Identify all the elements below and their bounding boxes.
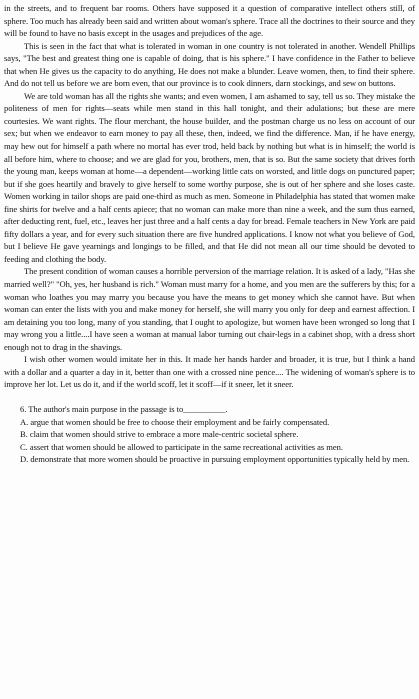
answer-option-a[interactable]: [4, 416, 415, 429]
option-text: argue that women should be free to choose their employment and be fairly compensated.: [30, 416, 330, 427]
passage-paragraph-3: We are told woman has all the rights she wants; and even women, I am ashamed to say, tell us so. They mistake the politeness of men for rights—seats while men stand in this hall tonight, and their adulations; but these are mere courtesies. We want rights. The flour merchant, the house builder, and the postman charge us no less on account of our sex; but when we endeavor to earn money to pay all these, then, indeed, we find the difference. Man, if he have energy, may hew out for himself a path where no mortal has ever trod, held back by nothing but what is in himself; the world is all before him, where to choose; and we are glad for you, brothers, men, that is so. But the same society that drives forth the young man, keeps woman at home—a dependent—working little cats on worsted, and little dogs on punctured paper; but if she goes heartily and bravely to give herself to some worthy purpose, she is out of her sphere and she loses caste. Women working in tailor shops are paid one-third as much as men. Someone in Philadelphia has stated that women make fine shirts for twelve and a half cents apiece; that no woman can make more than nine a week, and the sum thus earned, after deducting rent, fuel, etc., leaves her just three and a half cents a day for bread. Female teachers in New York are paid fifty dollars a year, and for every such situation there are five hundred applications. I know not what you believe of God, but I believe He gave yearnings and longings to be filled, and that He did not mean all our time should be devoted to feeding and clothing the body.: [4, 90, 415, 264]
option-letter: C.: [20, 441, 28, 452]
option-letter: A.: [20, 416, 29, 427]
passage-paragraph-5: I wish other women would imitate her in this. It made her hands harder and broader, it is true, but I think a hand with a dollar and a quarter a day in it, better than one with a crossed nine pence.... The widening of woman's sphere is to improve her lot. Let us do it, and if the world scoff, let it scoff—if it sneer, let it sneer.: [4, 354, 415, 390]
option-text: claim that women should strive to embrace a more male-centric societal sphere.: [29, 429, 299, 440]
question-block: [4, 403, 415, 466]
option-letter: D.: [20, 454, 29, 465]
passage: [4, 2, 415, 391]
answer-option-b[interactable]: [4, 428, 415, 441]
passage-paragraph-4: The present condition of woman causes a horrible perversion of the marriage relation. It is asked of a lady, "Has she married well?" "Oh, yes, her husband is rich." Woman must marry for a home, and you men are the sufferers by this; for a woman who loathes you may marry you because you have the means to get money which she cannot have. But when woman can enter the lists with you and make money for herself, she will marry you only for deep and earnest affection. I am detaining you too long, many of you standing, that I ought to apologize, but women have been wronged so long that I may wrong you a little....I have seen a woman at manual labor turning out chair-legs in a cabinet shop, with a dress short enough not to drag in the shavings.: [4, 266, 415, 352]
option-letter: B.: [20, 429, 28, 440]
question-stem: 6. The author's main purpose in the passage is to__________.: [20, 403, 228, 414]
answer-option-d[interactable]: [4, 453, 415, 466]
passage-paragraph-2: This is seen in the fact that what is tolerated in woman in one country is not tolerated in another. Wendell Phillips says, "The best and greatest thing one is capable of doing, that is his sphere." I have confidence in the Father to believe that when He gives us the capacity to do anything, He does not make a blunder. Leave women, then, to find their sphere. And do not tell us before we are born even, that our province is to cook dinners, darn stockings, and sew on buttons.: [4, 40, 415, 89]
answer-option-c[interactable]: [4, 441, 415, 454]
option-text: assert that women should be allowed to participate in the same recreational activities as men.: [29, 441, 343, 452]
option-text: demonstrate that more women should be proactive in pursuing employment opportunities typically held by men.: [30, 454, 410, 465]
passage-paragraph-1: in the streets, and to frequent bar rooms. Others have supposed it a question of comparative intellect others still, of sphere. Too much has already been said and written about woman's sphere. Trace all the doctrines to their source and they will be found to have no basis except in the usages and prejudices of the age.: [4, 3, 415, 39]
